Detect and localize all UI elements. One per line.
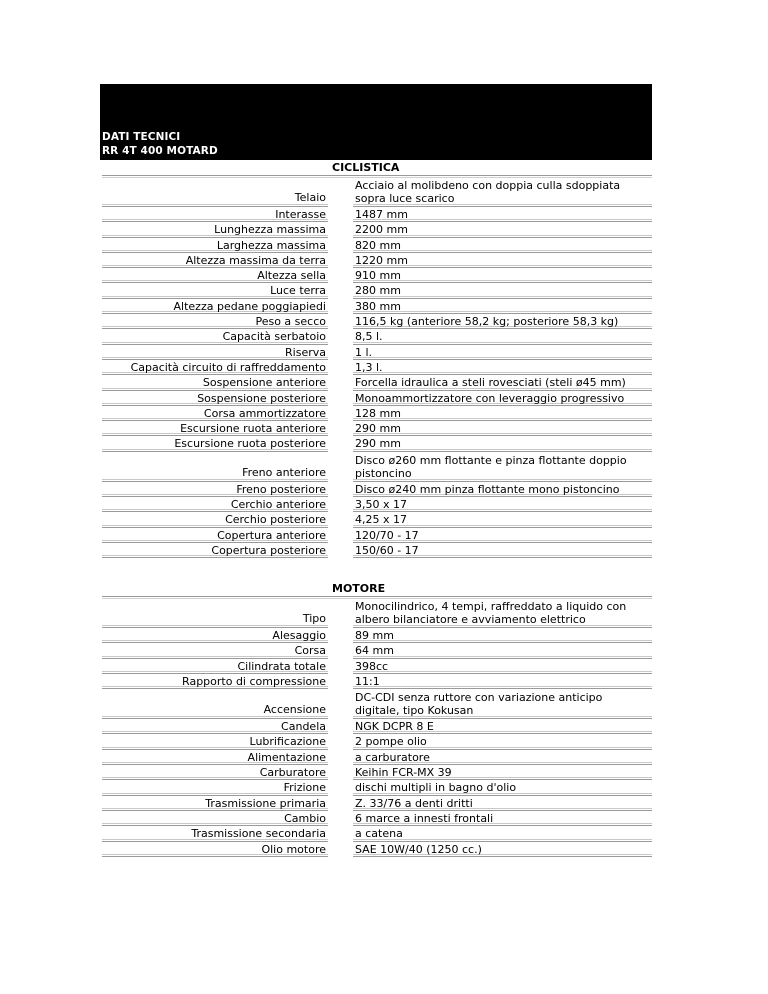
spec-value: 1,3 l. bbox=[355, 360, 383, 374]
spec-row bbox=[100, 528, 652, 543]
row-divider bbox=[102, 625, 328, 626]
spec-value: 1487 mm bbox=[355, 208, 408, 221]
spec-label: Tipo bbox=[302, 612, 326, 625]
spec-label: Candela bbox=[281, 720, 326, 734]
spec-label: Sospensione anteriore bbox=[202, 376, 326, 390]
spec-row bbox=[100, 482, 652, 497]
spec-label: Cerchio anteriore bbox=[230, 498, 326, 512]
spec-value: 120/70 - 17 bbox=[355, 528, 419, 542]
spec-row bbox=[100, 406, 652, 421]
spec-label: Luce terra bbox=[270, 284, 326, 298]
spec-label: Frizione bbox=[283, 781, 326, 795]
spec-label: Trasmissione secondaria bbox=[191, 827, 326, 841]
spec-label: Accensione bbox=[263, 703, 326, 717]
spec-label: Corsa bbox=[294, 644, 326, 658]
spec-row bbox=[100, 314, 652, 329]
spec-value: Monocilindrico, 4 tempi, raffreddato a liquido con albero bilanciatore e avviamento elettrico bbox=[355, 600, 627, 626]
spec-value: 290 mm bbox=[355, 422, 401, 436]
spec-value: 11:1 bbox=[355, 674, 380, 688]
spec-row bbox=[100, 780, 652, 795]
spec-value: Monoammortizzatore con leveraggio progressivo bbox=[355, 391, 625, 405]
spec-label: Altezza pedane poggiapiedi bbox=[173, 299, 326, 313]
spec-label: Rapporto di compressione bbox=[182, 674, 326, 688]
spec-label: Copertura posteriore bbox=[211, 543, 326, 557]
spec-value: 398cc bbox=[355, 659, 389, 673]
spec-row bbox=[100, 543, 652, 558]
spec-table bbox=[100, 598, 652, 857]
row-divider bbox=[102, 716, 328, 717]
spec-value: 6 marce a innesti frontali bbox=[355, 811, 494, 825]
spec-label: Lunghezza massima bbox=[214, 223, 326, 237]
spec-label: Capacità serbatoio bbox=[222, 330, 326, 344]
spec-label: Corsa ammortizzatore bbox=[203, 406, 326, 420]
spec-label: Interasse bbox=[275, 208, 326, 221]
row-divider bbox=[353, 856, 652, 857]
spec-value: Z. 33/76 a denti dritti bbox=[355, 796, 473, 810]
spec-row bbox=[100, 421, 652, 436]
spec-label: Altezza sella bbox=[257, 269, 326, 283]
spec-value: 820 mm bbox=[355, 238, 401, 252]
spec-label: Telaio bbox=[294, 191, 326, 204]
row-divider bbox=[102, 479, 328, 480]
spec-row bbox=[100, 360, 652, 375]
spec-row bbox=[100, 391, 652, 406]
spec-label: Olio motore bbox=[261, 842, 326, 856]
spec-row bbox=[100, 750, 652, 765]
spec-row bbox=[100, 689, 652, 719]
spec-label: Riserva bbox=[285, 345, 326, 359]
spec-label: Cambio bbox=[284, 811, 326, 825]
spec-label: Alesaggio bbox=[272, 629, 326, 642]
spec-label: Lubrificazione bbox=[249, 735, 326, 749]
spec-row bbox=[100, 436, 652, 451]
spec-label: Cerchio posteriore bbox=[225, 513, 326, 527]
spec-label: Carburatore bbox=[259, 766, 326, 780]
document-subtitle: RR 4T 400 MOTARD bbox=[102, 145, 218, 157]
spec-label: Peso a secco bbox=[255, 315, 326, 329]
row-divider bbox=[353, 557, 652, 558]
spec-row bbox=[100, 765, 652, 780]
spec-row bbox=[100, 796, 652, 811]
spec-label: Sospensione posteriore bbox=[197, 391, 326, 405]
spec-value: Keihin FCR-MX 39 bbox=[355, 766, 452, 780]
spec-value: 2 pompe olio bbox=[355, 735, 427, 749]
spec-table bbox=[100, 177, 652, 558]
spec-row bbox=[100, 207, 652, 222]
spec-value: 64 mm bbox=[355, 644, 394, 658]
spec-row bbox=[100, 628, 652, 643]
spec-value: 8,5 l. bbox=[355, 330, 383, 344]
document-header bbox=[100, 84, 652, 160]
spec-row bbox=[100, 253, 652, 268]
spec-value: 280 mm bbox=[355, 284, 401, 298]
spec-value: NGK DCPR 8 E bbox=[355, 720, 434, 734]
spec-value: Disco ø240 mm pinza flottante mono pistoncino bbox=[355, 482, 620, 496]
spec-value: Forcella idraulica a steli rovesciati (steli ø45 mm) bbox=[355, 376, 626, 390]
spec-label: Freno posteriore bbox=[236, 482, 326, 496]
spec-row bbox=[100, 842, 652, 857]
spec-value: 116,5 kg (anteriore 58,2 kg; posteriore 58,3 kg) bbox=[355, 315, 619, 329]
spec-row bbox=[100, 826, 652, 841]
spec-label: Capacità circuito di raffreddamento bbox=[130, 360, 326, 374]
spec-label: Escursione ruota posteriore bbox=[174, 437, 326, 451]
section-divider bbox=[102, 175, 652, 176]
spec-value: 290 mm bbox=[355, 437, 401, 451]
spec-value: Disco ø260 mm flottante e pinza flottante doppio pistoncino bbox=[355, 453, 627, 480]
section-title: CICLISTICA bbox=[332, 161, 400, 174]
spec-label: Alimentazione bbox=[247, 750, 326, 764]
spec-value: 1220 mm bbox=[355, 253, 408, 267]
spec-row bbox=[100, 329, 652, 344]
spec-label: Freno anteriore bbox=[242, 465, 326, 479]
spec-row bbox=[100, 598, 652, 628]
spec-value: 2200 mm bbox=[355, 223, 408, 237]
spec-value: 3,50 x 17 bbox=[355, 498, 407, 512]
spec-row bbox=[100, 659, 652, 674]
document-title: DATI TECNICI bbox=[102, 131, 181, 143]
spec-row bbox=[100, 512, 652, 527]
spec-row bbox=[100, 283, 652, 298]
spec-value: dischi multipli in bagno d'olio bbox=[355, 781, 517, 795]
row-divider bbox=[102, 204, 328, 205]
row-divider bbox=[102, 557, 328, 558]
spec-value: Acciaio al molibdeno con doppia culla sdoppiata sopra luce scarico bbox=[355, 179, 621, 205]
spec-row bbox=[100, 345, 652, 360]
section-divider bbox=[102, 596, 652, 597]
spec-value: 4,25 x 17 bbox=[355, 513, 407, 527]
spec-value: 150/60 - 17 bbox=[355, 543, 419, 557]
spec-row bbox=[100, 643, 652, 658]
spec-label: Altezza massima da terra bbox=[185, 253, 326, 267]
spec-row bbox=[100, 452, 652, 482]
spec-value: 910 mm bbox=[355, 269, 401, 283]
spec-row bbox=[100, 497, 652, 512]
spec-row bbox=[100, 222, 652, 237]
spec-label: Copertura anteriore bbox=[217, 528, 326, 542]
spec-value: SAE 10W/40 (1250 cc.) bbox=[355, 842, 482, 856]
spec-value: 1 l. bbox=[355, 345, 373, 359]
row-divider bbox=[102, 856, 328, 857]
section-title: MOTORE bbox=[332, 582, 386, 595]
spec-value: 128 mm bbox=[355, 406, 401, 420]
spec-row bbox=[100, 734, 652, 749]
spec-label: Larghezza massima bbox=[216, 238, 326, 252]
spec-value: DC-CDI senza ruttore con variazione anticipo digitale, tipo Kokusan bbox=[355, 691, 603, 718]
spec-row bbox=[100, 238, 652, 253]
spec-value: 89 mm bbox=[355, 629, 394, 642]
spec-label: Cilindrata totale bbox=[237, 659, 326, 673]
spec-label: Trasmissione primaria bbox=[205, 796, 326, 810]
spec-row bbox=[100, 674, 652, 689]
spec-label: Escursione ruota anteriore bbox=[180, 422, 326, 436]
spec-row bbox=[100, 268, 652, 283]
spec-value: 380 mm bbox=[355, 299, 401, 313]
spec-value: a carburatore bbox=[355, 750, 430, 764]
spec-row bbox=[100, 375, 652, 390]
spec-row bbox=[100, 177, 652, 207]
spec-value: a catena bbox=[355, 827, 403, 841]
spec-row bbox=[100, 719, 652, 734]
spec-row bbox=[100, 299, 652, 314]
spec-row bbox=[100, 811, 652, 826]
